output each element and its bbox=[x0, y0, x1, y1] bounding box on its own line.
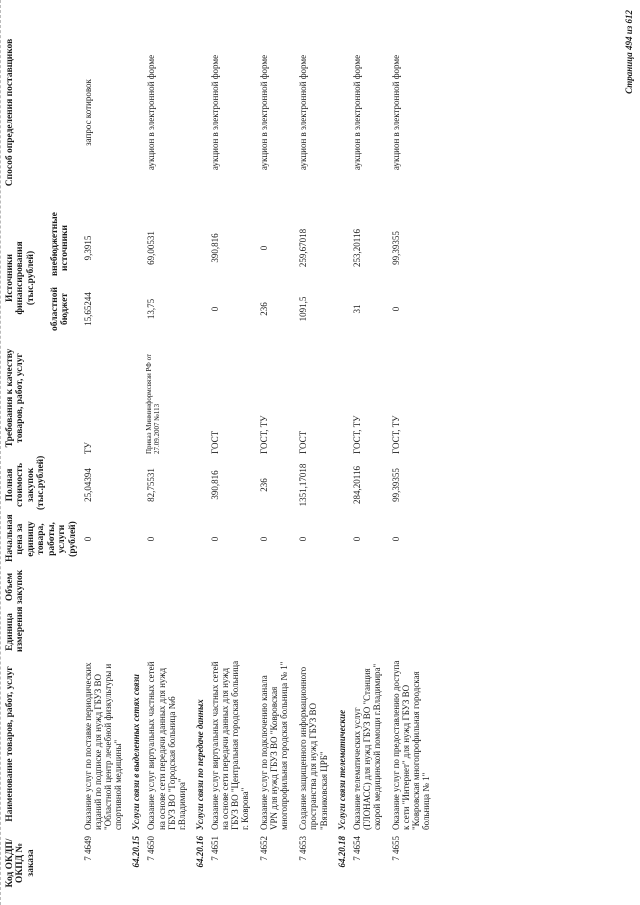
row-volume bbox=[79, 565, 128, 609]
header-code: Код ОКДП/ ОКПД № заказа bbox=[5, 838, 36, 888]
row-total-cost: 284,20116 bbox=[351, 466, 362, 504]
table-row bbox=[387, 8, 436, 893]
section-title: Услуги связи в выделенных сетях связи bbox=[131, 674, 142, 830]
row-regional-budget: 236 bbox=[259, 302, 270, 316]
row-offbudget: 253,20116 bbox=[351, 229, 362, 267]
row-offbudget: 99,39355 bbox=[390, 231, 401, 265]
row-offbudget: 0 bbox=[259, 245, 270, 251]
row-method: аукцион в электронной форме bbox=[259, 54, 270, 171]
row-volume bbox=[387, 565, 436, 609]
row-method: аукцион в электронной форме bbox=[146, 54, 157, 171]
table-row bbox=[294, 8, 333, 893]
row-name: Оказание услуг по поставке периодических изданий по подписке для нужд ГБУЗ ВО "Областной центр лечебной физкультуры и спортивной медицины" bbox=[83, 662, 124, 830]
row-requirements: ГОСТ, ТУ bbox=[390, 415, 401, 454]
row-start-price: 0 bbox=[259, 536, 270, 542]
row-code: 7 4653 bbox=[298, 836, 309, 861]
header-total-cost: Полная стоимость закупок (тыс.рублей) bbox=[5, 455, 47, 510]
row-volume bbox=[255, 565, 294, 609]
row-regional-budget: 15,65244 bbox=[83, 292, 94, 326]
table-body bbox=[79, 8, 436, 893]
section-title: Услуги связи телематические bbox=[336, 709, 347, 830]
section-row bbox=[334, 8, 348, 893]
row-unit bbox=[79, 609, 128, 655]
table-header bbox=[4, 8, 79, 893]
row-code: 7 4652 bbox=[259, 836, 270, 861]
row-regional-budget: 31 bbox=[351, 304, 362, 314]
table-row bbox=[79, 8, 128, 893]
row-code: 7 4649 bbox=[83, 836, 94, 861]
header-volume: Объем закупок bbox=[5, 569, 26, 605]
row-method: аукцион в электронной форме bbox=[390, 54, 401, 171]
row-unit bbox=[348, 609, 387, 655]
table-row bbox=[348, 8, 387, 893]
row-volume bbox=[348, 565, 387, 609]
row-volume bbox=[142, 565, 191, 609]
row-volume bbox=[206, 565, 255, 609]
row-name: Создание защищенного информационного пространства для нужд ГБУЗ ВО "Вязниковская ЦРБ" bbox=[298, 666, 329, 830]
row-unit bbox=[206, 609, 255, 655]
row-requirements: ГОСТ, ТУ bbox=[259, 415, 270, 454]
row-name: Оказание услуг виртуальных частных сетей на основе сети передачи данных для нужд ГБУЗ ВО "Центральная городская больница г. Коврова" bbox=[209, 660, 251, 830]
row-requirements: ГОСТ bbox=[209, 430, 220, 454]
row-method: запрос котировок bbox=[83, 79, 94, 146]
row-start-price: 0 bbox=[83, 536, 94, 542]
row-code: 7 4655 bbox=[390, 836, 401, 861]
row-offbudget: 259,67018 bbox=[298, 228, 309, 268]
row-requirements: ТУ bbox=[83, 442, 94, 454]
row-total-cost: 390,816 bbox=[209, 470, 220, 500]
row-name: Оказание телематических услуг (ГЛОНАСС) для нужд ГБУЗ ВО "Станция скорой медицинской помощи г.Владимира" bbox=[351, 663, 382, 830]
header-requirements: Требования к качеству товаров, работ, услуг bbox=[5, 348, 26, 448]
row-regional-budget: 13,75 bbox=[146, 298, 157, 320]
page-number: Страница 494 из 612 bbox=[623, 10, 634, 94]
table-row bbox=[142, 8, 191, 893]
row-unit bbox=[387, 609, 436, 655]
row-method: аукцион в электронной форме bbox=[298, 54, 309, 171]
row-start-price: 0 bbox=[351, 536, 362, 542]
section-code: 64.20.16 bbox=[194, 836, 205, 868]
procurement-table bbox=[4, 8, 436, 893]
header-unit: Единица измерения bbox=[5, 606, 26, 652]
header-source-offbudget: внебюджетные источники bbox=[49, 212, 70, 276]
section-code: 64.20.18 bbox=[336, 836, 347, 868]
row-code: 7 4654 bbox=[351, 836, 362, 861]
row-offbudget: 69,00531 bbox=[146, 231, 157, 265]
row-name: Оказание услуг по предоставлению доступа к сети "Интернет" для нужд ГБУЗ ВО "Ковровская многопрофильная городская больница № 1" bbox=[390, 660, 432, 830]
row-total-cost: 99,39355 bbox=[390, 468, 401, 502]
header-name: Наименование товаров, работ, услуг bbox=[5, 666, 15, 822]
section-row bbox=[192, 8, 206, 893]
row-regional-budget: 0 bbox=[390, 306, 401, 312]
row-start-price: 0 bbox=[298, 536, 309, 542]
header-sources: Источники финансирования (тыс.рублей) bbox=[5, 241, 36, 315]
header-method: Способ определения поставщиков bbox=[5, 38, 15, 187]
table-row bbox=[255, 8, 294, 893]
row-regional-budget: 1091,5 bbox=[298, 296, 309, 322]
row-offbudget: 9,3915 bbox=[83, 235, 94, 261]
header-start-price: Начальная цена за единицу товара, работы, услуги (рублей) bbox=[5, 514, 78, 562]
table-row bbox=[206, 8, 255, 893]
row-unit bbox=[142, 609, 191, 655]
row-name: Оказание услуг виртуальных частных сетей на основе сети передачи данных для нужд ГБУЗ ВО "Городская больница №6 г.Владимира" bbox=[146, 661, 187, 830]
row-total-cost: 1351,17018 bbox=[298, 463, 309, 507]
row-total-cost: 82,75531 bbox=[146, 468, 157, 502]
row-method: аукцион в электронной форме bbox=[351, 54, 362, 171]
row-volume bbox=[294, 565, 333, 609]
row-requirements: ГОСТ bbox=[298, 430, 309, 454]
row-start-price: 0 bbox=[209, 536, 220, 542]
section-title: Услуги связи по передаче данных bbox=[194, 699, 205, 830]
row-requirements: Приказ Минминформсвязи РФ от 27.09.2007 №113 bbox=[145, 353, 162, 454]
header-source-regional: областной бюджет bbox=[49, 287, 70, 331]
row-regional-budget: 0 bbox=[209, 306, 220, 312]
row-total-cost: 236 bbox=[259, 478, 270, 492]
row-name: Оказание услуг по подключению канала VPN для нужд ГБУЗ ВО "Ковровская многопрофильная городская больница № 1" bbox=[259, 661, 290, 830]
row-start-price: 0 bbox=[390, 536, 401, 542]
row-unit bbox=[294, 609, 333, 655]
row-requirements: ГОСТ, ТУ bbox=[351, 415, 362, 454]
row-total-cost: 25,04394 bbox=[83, 468, 94, 502]
row-offbudget: 390,816 bbox=[209, 233, 220, 263]
row-code: 7 4651 bbox=[209, 836, 220, 861]
row-method: аукцион в электронной форме bbox=[209, 54, 220, 171]
section-row bbox=[128, 8, 142, 893]
row-code: 7 4650 bbox=[146, 836, 157, 861]
row-start-price: 0 bbox=[146, 536, 157, 542]
row-unit bbox=[255, 609, 294, 655]
section-code: 64.20.15 bbox=[131, 836, 142, 868]
